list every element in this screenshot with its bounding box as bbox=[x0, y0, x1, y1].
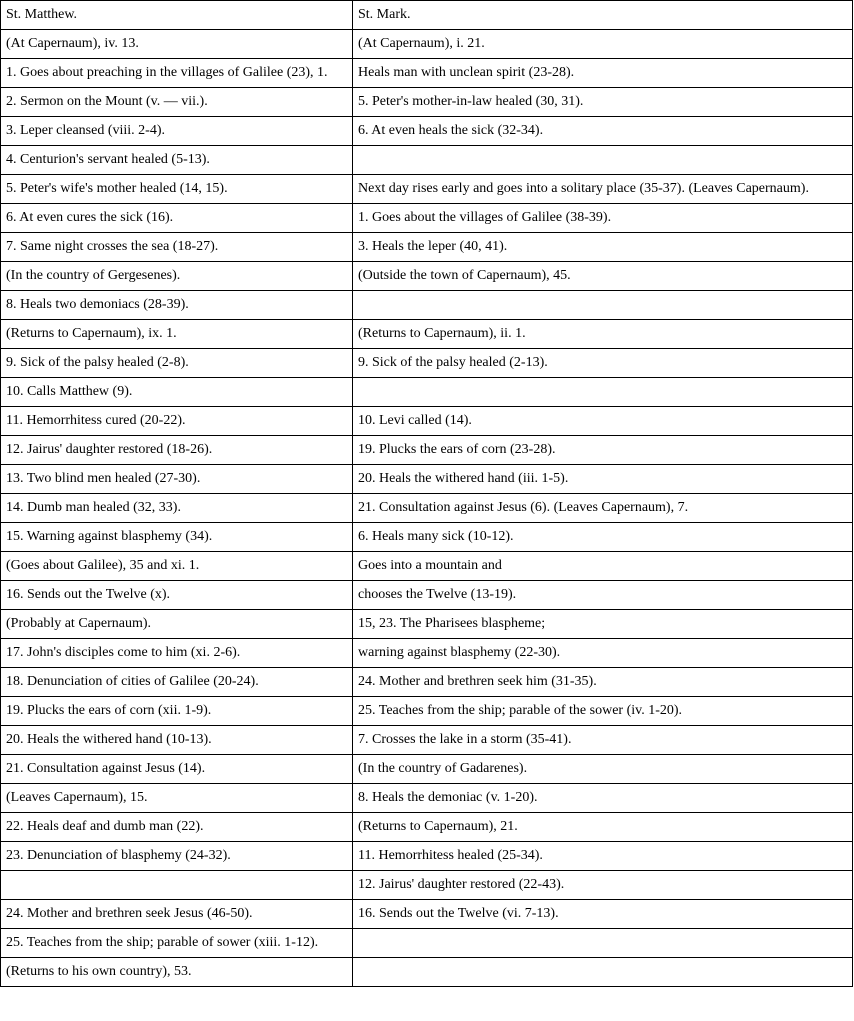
mark-cell: (Outside the town of Capernaum), 45. bbox=[353, 262, 853, 291]
table-row bbox=[1, 842, 853, 871]
mark-cell: Goes into a mountain and bbox=[353, 552, 853, 581]
mark-cell: 10. Levi called (14). bbox=[353, 407, 853, 436]
matthew-cell: (Returns to his own country), 53. bbox=[1, 958, 353, 987]
matthew-cell: 3. Leper cleansed (viii. 2-4). bbox=[1, 117, 353, 146]
matthew-cell: 16. Sends out the Twelve (x). bbox=[1, 581, 353, 610]
mark-cell bbox=[353, 146, 853, 175]
matthew-cell: 17. John's disciples come to him (xi. 2-6). bbox=[1, 639, 353, 668]
table-row bbox=[1, 784, 853, 813]
matthew-cell: (In the country of Gergesenes). bbox=[1, 262, 353, 291]
mark-cell: 6. At even heals the sick (32-34). bbox=[353, 117, 853, 146]
mark-cell: 20. Heals the withered hand (iii. 1-5). bbox=[353, 465, 853, 494]
mark-cell: 1. Goes about the villages of Galilee (38-39). bbox=[353, 204, 853, 233]
mark-cell bbox=[353, 291, 853, 320]
table-row bbox=[1, 958, 853, 987]
matthew-cell: 19. Plucks the ears of corn (xii. 1-9). bbox=[1, 697, 353, 726]
table-row bbox=[1, 436, 853, 465]
matthew-cell: 9. Sick of the palsy healed (2-8). bbox=[1, 349, 353, 378]
table-row bbox=[1, 30, 853, 59]
matthew-cell: 21. Consultation against Jesus (14). bbox=[1, 755, 353, 784]
table-row bbox=[1, 349, 853, 378]
matthew-cell: 10. Calls Matthew (9). bbox=[1, 378, 353, 407]
matthew-cell: 1. Goes about preaching in the villages of Galilee (23), 1. bbox=[1, 59, 353, 88]
mark-cell: 21. Consultation against Jesus (6). (Leaves Capernaum), 7. bbox=[353, 494, 853, 523]
mark-cell: 7. Crosses the lake in a storm (35-41). bbox=[353, 726, 853, 755]
table-row bbox=[1, 175, 853, 204]
mark-cell: (At Capernaum), i. 21. bbox=[353, 30, 853, 59]
table-row bbox=[1, 726, 853, 755]
mark-cell: warning against blasphemy (22-30). bbox=[353, 639, 853, 668]
mark-cell: 12. Jairus' daughter restored (22-43). bbox=[353, 871, 853, 900]
table-row bbox=[1, 813, 853, 842]
mark-cell bbox=[353, 958, 853, 987]
table-row bbox=[1, 871, 853, 900]
mark-cell: 11. Hemorrhitess healed (25-34). bbox=[353, 842, 853, 871]
matthew-cell: 14. Dumb man healed (32, 33). bbox=[1, 494, 353, 523]
mark-cell: 24. Mother and brethren seek him (31-35). bbox=[353, 668, 853, 697]
mark-cell: Next day rises early and goes into a solitary place (35-37). (Leaves Capernaum). bbox=[353, 175, 853, 204]
matthew-cell: (Goes about Galilee), 35 and xi. 1. bbox=[1, 552, 353, 581]
mark-cell bbox=[353, 929, 853, 958]
mark-cell: 9. Sick of the palsy healed (2-13). bbox=[353, 349, 853, 378]
table-row bbox=[1, 407, 853, 436]
matthew-cell bbox=[1, 871, 353, 900]
table-row bbox=[1, 755, 853, 784]
mark-cell: (Returns to Capernaum), 21. bbox=[353, 813, 853, 842]
table-row bbox=[1, 117, 853, 146]
mark-cell: 8. Heals the demoniac (v. 1-20). bbox=[353, 784, 853, 813]
mark-cell: 5. Peter's mother-in-law healed (30, 31). bbox=[353, 88, 853, 117]
mark-cell: (Returns to Capernaum), ii. 1. bbox=[353, 320, 853, 349]
table-row bbox=[1, 929, 853, 958]
table-row bbox=[1, 581, 853, 610]
table-body bbox=[1, 1, 853, 987]
matthew-cell: 11. Hemorrhitess cured (20-22). bbox=[1, 407, 353, 436]
mark-cell: (In the country of Gadarenes). bbox=[353, 755, 853, 784]
matthew-cell: 7. Same night crosses the sea (18-27). bbox=[1, 233, 353, 262]
table-row bbox=[1, 523, 853, 552]
table-row bbox=[1, 610, 853, 639]
table-row bbox=[1, 88, 853, 117]
matthew-cell: (Leaves Capernaum), 15. bbox=[1, 784, 353, 813]
table-row bbox=[1, 320, 853, 349]
table-row bbox=[1, 900, 853, 929]
matthew-cell: 5. Peter's wife's mother healed (14, 15). bbox=[1, 175, 353, 204]
mark-cell: chooses the Twelve (13-19). bbox=[353, 581, 853, 610]
matthew-cell: 18. Denunciation of cities of Galilee (20-24). bbox=[1, 668, 353, 697]
matthew-cell: (Probably at Capernaum). bbox=[1, 610, 353, 639]
matthew-cell: 23. Denunciation of blasphemy (24-32). bbox=[1, 842, 353, 871]
matthew-cell: 13. Two blind men healed (27-30). bbox=[1, 465, 353, 494]
mark-cell: 25. Teaches from the ship; parable of the sower (iv. 1-20). bbox=[353, 697, 853, 726]
table-row bbox=[1, 262, 853, 291]
table-row bbox=[1, 465, 853, 494]
table-row bbox=[1, 291, 853, 320]
matthew-cell: 22. Heals deaf and dumb man (22). bbox=[1, 813, 353, 842]
mark-cell: 6. Heals many sick (10-12). bbox=[353, 523, 853, 552]
table-row bbox=[1, 146, 853, 175]
header-row bbox=[1, 1, 853, 30]
table-row bbox=[1, 552, 853, 581]
matthew-cell: 25. Teaches from the ship; parable of sower (xiii. 1-12). bbox=[1, 929, 353, 958]
table-row bbox=[1, 668, 853, 697]
matthew-cell: 4. Centurion's servant healed (5-13). bbox=[1, 146, 353, 175]
matthew-cell: 2. Sermon on the Mount (v. — vii.). bbox=[1, 88, 353, 117]
table-row bbox=[1, 59, 853, 88]
table-row bbox=[1, 204, 853, 233]
matthew-cell: (Returns to Capernaum), ix. 1. bbox=[1, 320, 353, 349]
matthew-cell: 8. Heals two demoniacs (28-39). bbox=[1, 291, 353, 320]
matthew-cell: 20. Heals the withered hand (10-13). bbox=[1, 726, 353, 755]
matthew-cell: 24. Mother and brethren seek Jesus (46-50). bbox=[1, 900, 353, 929]
mark-cell: 3. Heals the leper (40, 41). bbox=[353, 233, 853, 262]
table-row bbox=[1, 378, 853, 407]
matthew-cell: 12. Jairus' daughter restored (18-26). bbox=[1, 436, 353, 465]
mark-cell bbox=[353, 378, 853, 407]
matthew-cell: 6. At even cures the sick (16). bbox=[1, 204, 353, 233]
matthew-cell: 15. Warning against blasphemy (34). bbox=[1, 523, 353, 552]
table-row bbox=[1, 494, 853, 523]
table-row bbox=[1, 639, 853, 668]
header-matthew: St. Matthew. bbox=[1, 1, 353, 30]
matthew-cell: (At Capernaum), iv. 13. bbox=[1, 30, 353, 59]
mark-cell: 16. Sends out the Twelve (vi. 7-13). bbox=[353, 900, 853, 929]
mark-cell: 15, 23. The Pharisees blaspheme; bbox=[353, 610, 853, 639]
mark-cell: Heals man with unclean spirit (23-28). bbox=[353, 59, 853, 88]
mark-cell: 19. Plucks the ears of corn (23-28). bbox=[353, 436, 853, 465]
table-row bbox=[1, 233, 853, 262]
header-mark: St. Mark. bbox=[353, 1, 853, 30]
table-row bbox=[1, 697, 853, 726]
